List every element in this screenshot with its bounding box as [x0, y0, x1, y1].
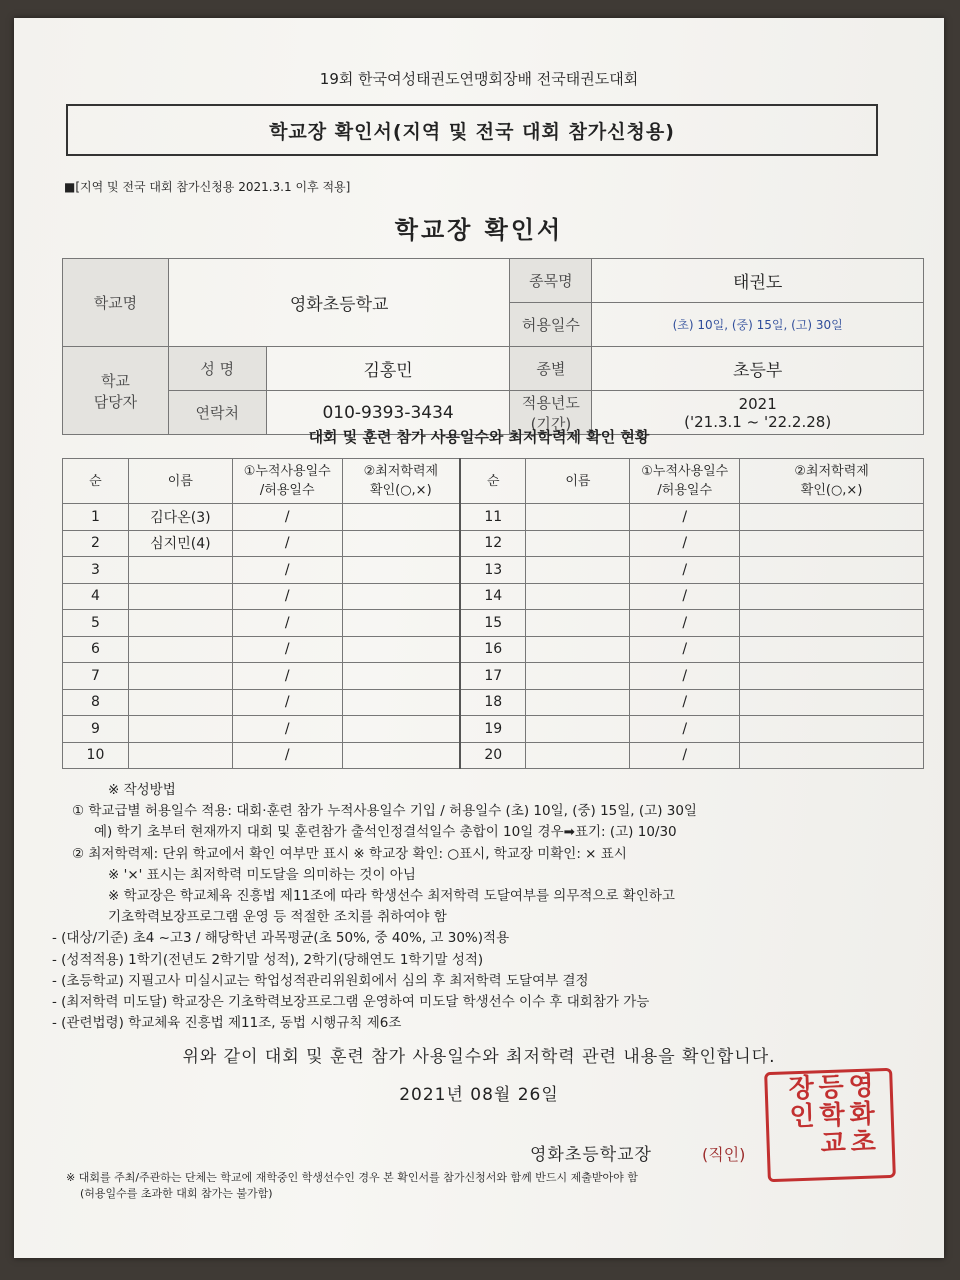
row-name	[128, 663, 232, 690]
row-check	[342, 610, 460, 637]
name-value: 김홍민	[266, 347, 510, 391]
header-days-line1: ①누적사용일수	[243, 464, 331, 479]
row-check-2	[740, 610, 924, 637]
phone-value: 010-9393-3434	[266, 391, 510, 435]
division-label: 종별	[510, 347, 592, 391]
row-name-2	[526, 530, 630, 557]
row-no-2: 12	[460, 530, 526, 557]
year-label-line2: (기간)	[530, 414, 572, 433]
header-check-2	[740, 459, 924, 504]
row-check	[342, 504, 460, 531]
instruction-line: - (최저학력 미도달) 학교장은 기초학력보장프로그램 운영하여 미도달 학생선수 이수 후 대회참가 가능	[52, 994, 650, 1011]
header-no-2: 순	[460, 459, 526, 504]
instruction-line: - (성적적용) 1학기(전년도 2학기말 성적), 2학기(당해연도 1학기말 성적)	[52, 951, 484, 968]
table-row	[63, 504, 924, 531]
instruction-line: - (관련법령) 학교체육 진흥법 제11조, 동법 시행규칙 제6조	[52, 1015, 402, 1032]
row-check	[342, 716, 460, 743]
school-label: 학교명	[63, 259, 169, 347]
instructions-heading: ※ 작성방법	[108, 782, 176, 798]
allowed-days-value: (초) 10일, (중) 15일, (고) 30일	[592, 303, 924, 347]
row-check-2	[740, 504, 924, 531]
instruction-line: 예) 학기 초부터 현재까지 대회 및 훈련참가 출석인정결석일수 총합이 10일 경우➡표기: (고) 10/30	[94, 824, 677, 841]
table-row	[63, 557, 924, 584]
school-value: 영화초등학교	[168, 259, 510, 347]
row-days: /	[232, 689, 342, 716]
row-no: 2	[63, 530, 129, 557]
division-value: 초등부	[592, 347, 924, 391]
instruction-line: ※ '×' 표시는 최저학력 미도달을 의미하는 것이 아님	[108, 866, 416, 883]
row-name-2	[526, 742, 630, 769]
instruction-line: - (초등학교) 지필고사 미실시교는 학업성적관리위원회에서 심의 후 최저학력 도달여부 결정	[52, 972, 589, 989]
seal-placeholder: (직인)	[702, 1145, 746, 1164]
header-name-2: 이름	[526, 459, 630, 504]
row-no: 7	[63, 663, 129, 690]
header-check	[342, 459, 460, 504]
issue-date: 2021년 08월 26일	[399, 1085, 559, 1105]
row-no-2: 14	[460, 583, 526, 610]
sport-label: 종목명	[510, 259, 592, 303]
row-name-2	[526, 504, 630, 531]
table-row	[63, 583, 924, 610]
row-days-2: /	[630, 663, 740, 690]
row-days-2: /	[630, 742, 740, 769]
row-days: /	[232, 583, 342, 610]
allowed-days-label: 허용일수	[510, 303, 592, 347]
row-name-2	[526, 557, 630, 584]
table-row	[63, 636, 924, 663]
row-check	[342, 583, 460, 610]
row-name: 심지민(4)	[128, 530, 232, 557]
row-no-2: 13	[460, 557, 526, 584]
row-name	[128, 742, 232, 769]
row-no-2: 15	[460, 610, 526, 637]
row-days-2: /	[630, 530, 740, 557]
header-check-2-line1: ②최저학력제	[794, 464, 869, 479]
row-days-2: /	[630, 716, 740, 743]
footnote-line: ※ 대회를 주최/주관하는 단체는 학교에 재학중인 학생선수인 경우 본 확인서를 참가신청서와 함께 반드시 제출받아야 함	[66, 1171, 638, 1184]
footnote	[66, 1170, 886, 1202]
row-no-2: 18	[460, 689, 526, 716]
header-check-line1: ②최저학력제	[363, 464, 439, 479]
contact-person-label	[63, 347, 169, 435]
row-name	[128, 716, 232, 743]
row-days: /	[232, 663, 342, 690]
table-row	[63, 716, 924, 743]
row-name-2	[526, 636, 630, 663]
row-name-2	[526, 583, 630, 610]
row-no: 3	[63, 557, 129, 584]
event-title: 19회 한국여성태권도연맹회장배 전국태권도대회	[319, 70, 639, 88]
row-name	[128, 636, 232, 663]
row-check-2	[740, 530, 924, 557]
instruction-line: ① 학교급별 허용일수 적용: 대회·훈련 참가 누적사용일수 기입 / 허용일수 (초) 10일, (중) 15일, (고) 30일	[72, 803, 697, 820]
row-check	[342, 530, 460, 557]
row-days-2: /	[630, 689, 740, 716]
row-check-2	[740, 716, 924, 743]
instructions	[52, 780, 922, 1034]
row-no: 1	[63, 504, 129, 531]
official-seal	[764, 1068, 896, 1182]
name-label: 성 명	[168, 347, 266, 391]
row-name	[128, 583, 232, 610]
row-check-2	[740, 636, 924, 663]
row-check	[342, 636, 460, 663]
row-no-2: 17	[460, 663, 526, 690]
row-check-2	[740, 742, 924, 769]
row-no-2: 11	[460, 504, 526, 531]
row-name	[128, 689, 232, 716]
row-days: /	[232, 610, 342, 637]
instruction-line: 기초학력보장프로그램 운영 등 적절한 조치를 취하여야 함	[108, 909, 447, 926]
header-no: 순	[63, 459, 129, 504]
header-days	[232, 459, 342, 504]
row-days-2: /	[630, 557, 740, 584]
row-check	[342, 557, 460, 584]
row-days: /	[232, 636, 342, 663]
row-check	[342, 689, 460, 716]
row-days: /	[232, 504, 342, 531]
row-no: 9	[63, 716, 129, 743]
row-check	[342, 742, 460, 769]
sport-value: 태권도	[592, 259, 924, 303]
row-no: 8	[63, 689, 129, 716]
header-days-line2: /허용일수	[259, 483, 315, 498]
confirmation-statement: 위와 같이 대회 및 훈련 참가 사용일수와 최저학력 관련 내용을 확인합니다.	[182, 1047, 776, 1067]
table-row	[63, 530, 924, 557]
row-no: 6	[63, 636, 129, 663]
table-row	[63, 742, 924, 769]
row-check	[342, 663, 460, 690]
row-name-2	[526, 689, 630, 716]
row-days-2: /	[630, 636, 740, 663]
table-row	[63, 663, 924, 690]
row-days: /	[232, 557, 342, 584]
row-days: /	[232, 742, 342, 769]
header-check-2-line2: 확인(○,×)	[800, 483, 863, 498]
row-name	[128, 557, 232, 584]
row-days: /	[232, 716, 342, 743]
header-days-2-line2: /허용일수	[657, 483, 713, 498]
row-days-2: /	[630, 610, 740, 637]
applicability-note: ■[지역 및 전국 대회 참가신청용 2021.3.1 이후 적용]	[64, 180, 351, 194]
document-paper	[14, 18, 944, 1258]
row-check-2	[740, 663, 924, 690]
instruction-line: - (대상/기준) 초4 ~고3 / 해당학년 과목평균(초 50%, 중 40%, 고 30%)적용	[52, 930, 510, 947]
row-no: 10	[63, 742, 129, 769]
year-label-line1: 적용년도	[521, 393, 580, 412]
row-check-2	[740, 689, 924, 716]
row-days-2: /	[630, 583, 740, 610]
row-no-2: 19	[460, 716, 526, 743]
table-row	[63, 610, 924, 637]
instruction-line: ※ 학교장은 학교체육 진흥법 제11조에 따라 학생선수 최저학력 도달여부를 의무적으로 확인하고	[108, 888, 675, 905]
contact-person-label-line1: 학교	[100, 371, 130, 390]
row-check-2	[740, 557, 924, 584]
row-no: 4	[63, 583, 129, 610]
row-days-2: /	[630, 504, 740, 531]
row-no: 5	[63, 610, 129, 637]
row-name	[128, 610, 232, 637]
row-no-2: 16	[460, 636, 526, 663]
row-days: /	[232, 530, 342, 557]
contact-person-label-line2: 담당자	[93, 392, 138, 411]
footnote-line: (허용일수를 초과한 대회 참가는 불가함)	[80, 1187, 273, 1200]
year-value-line1: 2021	[738, 394, 777, 413]
row-name-2	[526, 663, 630, 690]
roster-table	[62, 458, 924, 769]
row-check-2	[740, 583, 924, 610]
school-info-table	[62, 258, 924, 435]
seal-text: 영화초등학교장인	[783, 1071, 877, 1158]
row-name-2	[526, 716, 630, 743]
principal-name: 영화초등학교장	[530, 1145, 652, 1165]
row-name-2	[526, 610, 630, 637]
row-no-2: 20	[460, 742, 526, 769]
phone-label: 연락처	[168, 391, 266, 435]
row-name: 김다온(3)	[128, 504, 232, 531]
form-title: 학교장 확인서	[394, 216, 564, 244]
table-row	[63, 689, 924, 716]
banner-title: 학교장 확인서(지역 및 전국 대회 참가신청용)	[66, 104, 878, 156]
instruction-line: ② 최저학력제: 단위 학교에서 확인 여부만 표시 ※ 학교장 확인: ○표시, 학교장 미확인: × 표시	[72, 845, 627, 862]
header-days-2	[630, 459, 740, 504]
header-days-2-line1: ①누적사용일수	[641, 464, 729, 479]
header-name: 이름	[128, 459, 232, 504]
header-check-line2: 확인(○,×)	[370, 483, 432, 498]
year-value-line2: ('21.3.1 ~ '22.2.28)	[684, 412, 832, 431]
status-title: 대회 및 훈련 참가 사용일수와 최저학력제 확인 현황	[308, 428, 650, 446]
